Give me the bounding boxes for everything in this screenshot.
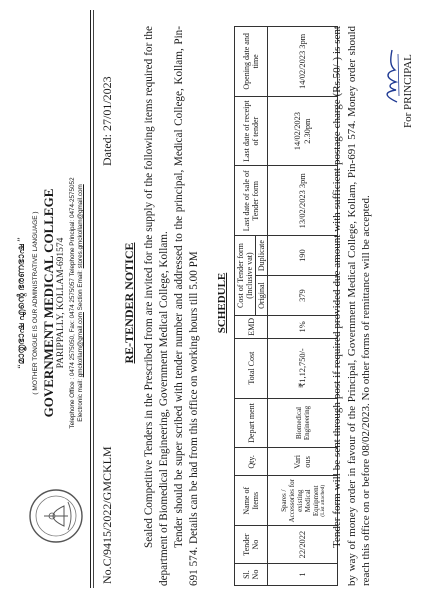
- cell-item-name: [268, 476, 338, 526]
- cell-last-sale: 13/02/2023 3pm: [268, 166, 338, 236]
- header-item-name: Name of Items: [235, 476, 268, 526]
- email-line: [77, 0, 84, 606]
- header-original: Original: [256, 276, 268, 316]
- header-divider: [90, 10, 91, 588]
- notice-title: RE-TENDER NOTICE: [122, 242, 136, 364]
- email-main-link[interactable]: gmckollam@gmail.com: [77, 312, 84, 378]
- reference-number: No.C/9415/2022/GMCKLM: [100, 446, 114, 584]
- header-form-cost: Cost of Tender form (Inclusive vat): [235, 236, 256, 316]
- item-name-note: (List attached): [319, 484, 326, 517]
- cell-last-receipt: 14/02/2023 2.30pm: [268, 96, 338, 166]
- header-duplicate: Duplicate: [256, 236, 268, 276]
- cell-department: Biomedical Engineering: [268, 398, 338, 448]
- college-address: PARIPPALLY, KOLLAM-691574: [56, 237, 66, 369]
- cell-qty: Vari ous: [268, 448, 338, 476]
- schedule-title: SCHEDULE: [216, 272, 228, 334]
- header-emd: EMD: [235, 315, 268, 338]
- cell-opening: 14/02/2023 3pm: [268, 27, 338, 97]
- signature-icon: [382, 46, 402, 106]
- item-name-text: Spares / Accessories for existing Medical Equipment: [279, 479, 320, 523]
- header-opening: Opening date and time: [235, 27, 268, 97]
- email-section-link[interactable]: stores.gmckollam@gmail.com: [77, 184, 84, 269]
- header-last-receipt: Last date of receipt of tender: [235, 96, 268, 166]
- cell-emd: 1%: [268, 315, 338, 338]
- email-mid: Section Email:: [77, 270, 84, 311]
- motto-english: ( MOTHER TONGUE IS OUR ADMINISTRATIVE LANGUAGE ): [32, 211, 39, 395]
- paragraph-superscribe: Tender should be super scribed with tender number and addressed to the principal, Medical College, Kollam, Pin-691 574. Details can be had from this office on working hours till 5.00 PM: [173, 26, 200, 586]
- header-divider-thin: [93, 10, 94, 588]
- signatory-label: For PRINCIPAL: [402, 54, 414, 128]
- header-tender-no: Tender No: [235, 526, 268, 564]
- cell-tender-no: 22/2022: [268, 526, 338, 564]
- header-sl: Sl. No: [235, 564, 268, 586]
- paragraph-invitation: Sealed Competitive Tenders in the Prescribed from are invited for the supply of the following items required for the department of Biomedical Engineering, Government Medical College, Kollam.: [143, 26, 170, 586]
- college-name: GOVERNMENT MEDICAL COLLEGE: [41, 188, 56, 418]
- email-prefix: Electronic mail:: [77, 379, 84, 422]
- notice-date: Dated: 27/01/2023: [100, 76, 114, 166]
- cell-sl: 1: [268, 564, 338, 586]
- cell-original: 379: [268, 276, 338, 316]
- header-last-sale: Last date of sale of Tender form: [235, 166, 268, 236]
- cell-duplicate: 190: [268, 236, 338, 276]
- table-row: [268, 27, 338, 586]
- table-header-row: [235, 27, 256, 586]
- paragraph-postal-terms: Tender form will be sent through post if required provided due amount with sufficient postage charge (Rs.50/-) is sent by way of money order in favour of the Principal, Government Medical College, Kollam, Pin-691 574. Money order should reach this office on or before 08/02/2023. No other forms of remittance will be accepted.: [331, 26, 372, 586]
- motto-malayalam: “മാതൃഭാഷ എന്റെ ഭരണഭാഷ ”: [17, 237, 27, 369]
- phone-line: Telephone Office : 0474 2575050, Fax: 0474 2575057 Telephone Principal: 0474-2575052: [69, 177, 76, 429]
- header-department: Depart ment: [235, 398, 268, 448]
- header-qty: Qty.: [235, 448, 268, 476]
- header-total-cost: Total Cost: [235, 338, 268, 398]
- schedule-table: [234, 26, 338, 586]
- cell-total-cost: ₹1,12,750/-: [268, 338, 338, 398]
